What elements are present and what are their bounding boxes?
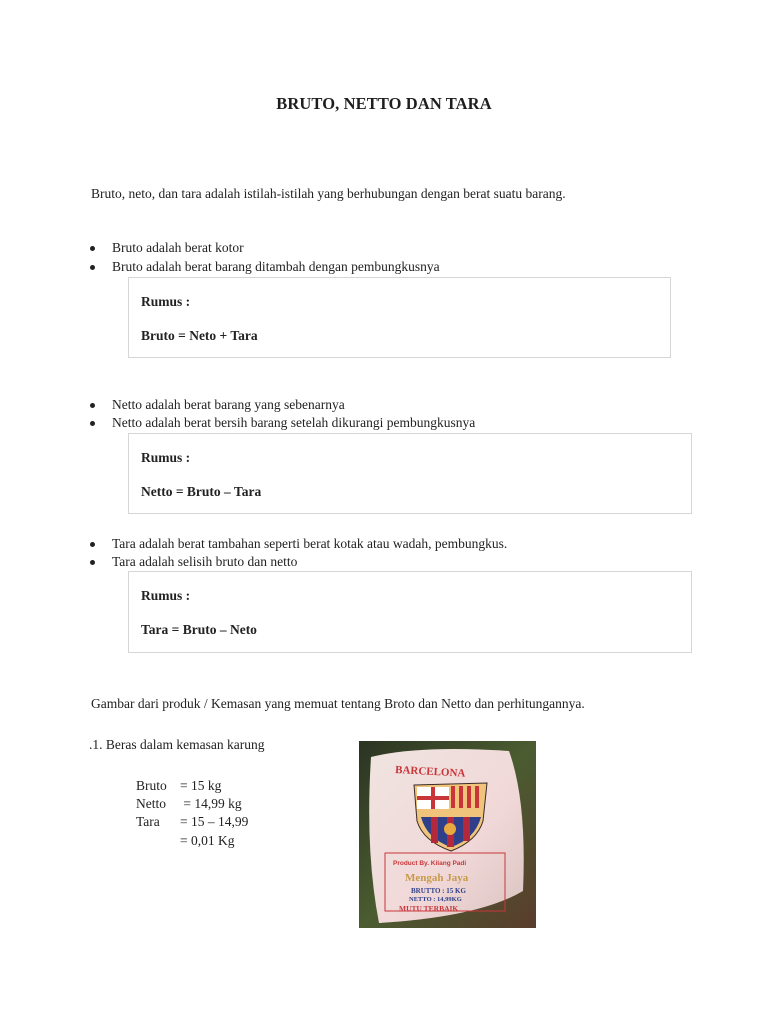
list-item-text: Bruto adalah berat kotor bbox=[112, 240, 244, 255]
formula-label: Rumus : bbox=[141, 294, 191, 309]
bullet-icon bbox=[90, 403, 95, 408]
formula-text: Bruto = Neto + Tara bbox=[141, 328, 258, 343]
svg-text:Mengah Jaya: Mengah Jaya bbox=[405, 872, 469, 884]
bullet-icon bbox=[90, 246, 95, 251]
svg-text:MUTU TERBAIK: MUTU TERBAIK bbox=[399, 904, 459, 913]
svg-text:Product By. Kilang Padi: Product By. Kilang Padi bbox=[393, 860, 467, 867]
example-intro: Gambar dari produk / Kemasan yang memuat tentang Broto dan Netto dan perhitungannya. bbox=[91, 696, 585, 711]
calc-value: = 14,99 kg bbox=[180, 796, 242, 812]
calc-key: Bruto bbox=[136, 778, 167, 793]
rice-sack-illustration bbox=[359, 741, 536, 928]
bullet-icon bbox=[90, 265, 95, 270]
calculation-block bbox=[136, 777, 248, 850]
calc-row-netto bbox=[136, 795, 248, 813]
calc-key: Netto bbox=[136, 796, 166, 812]
list-item bbox=[90, 240, 244, 256]
list-item bbox=[90, 554, 297, 570]
list-item bbox=[90, 397, 345, 413]
list-item bbox=[90, 259, 440, 275]
list-item-text: Netto adalah berat barang yang sebenarnya bbox=[112, 397, 345, 412]
svg-text:BRUTTO : 15 KG: BRUTTO : 15 KG bbox=[411, 887, 466, 895]
formula-box-tara bbox=[128, 571, 692, 653]
svg-text:NETTO : 14,99KG: NETTO : 14,99KG bbox=[409, 896, 462, 903]
page-title: BRUTO, NETTO DAN TARA bbox=[276, 94, 492, 113]
rice-sack-photo bbox=[359, 741, 536, 928]
calc-value: = 15 kg bbox=[180, 778, 222, 793]
calc-row-bruto bbox=[136, 777, 248, 795]
formula-label: Rumus : bbox=[141, 588, 191, 603]
example-heading: .1. Beras dalam kemasan karung bbox=[89, 737, 265, 752]
list-item-text: Bruto adalah berat barang ditambah dengan pembungkusnya bbox=[112, 259, 440, 274]
calc-row-result bbox=[136, 832, 248, 850]
calc-row-tara bbox=[136, 813, 248, 831]
calc-key: Tara bbox=[136, 814, 160, 830]
bullet-icon bbox=[90, 560, 95, 565]
formula-box-bruto bbox=[128, 277, 671, 358]
list-item bbox=[90, 415, 475, 431]
formula-label: Rumus : bbox=[141, 450, 191, 465]
bullet-icon bbox=[90, 542, 95, 547]
calc-key bbox=[136, 832, 180, 850]
formula-box-netto bbox=[128, 433, 692, 514]
list-item-text: Tara adalah selisih bruto dan netto bbox=[112, 554, 298, 569]
calc-value: = 15 – 14,99 bbox=[180, 814, 249, 830]
calc-value: = 0,01 Kg bbox=[180, 832, 235, 848]
list-item-text: Netto adalah berat bersih barang setelah dikurangi pembungkusnya bbox=[112, 415, 476, 430]
formula-text: Tara = Bruto – Neto bbox=[141, 622, 257, 637]
bullet-icon bbox=[90, 421, 95, 426]
svg-text:BARCELONA: BARCELONA bbox=[394, 764, 466, 780]
list-item bbox=[90, 536, 507, 552]
formula-text: Netto = Bruto – Tara bbox=[141, 484, 262, 499]
list-item-text: Tara adalah berat tambahan seperti berat kotak atau wadah, pembungkus. bbox=[112, 536, 508, 551]
intro-paragraph: Bruto, neto, dan tara adalah istilah-istilah yang berhubungan dengan berat suatu barang. bbox=[91, 186, 566, 201]
